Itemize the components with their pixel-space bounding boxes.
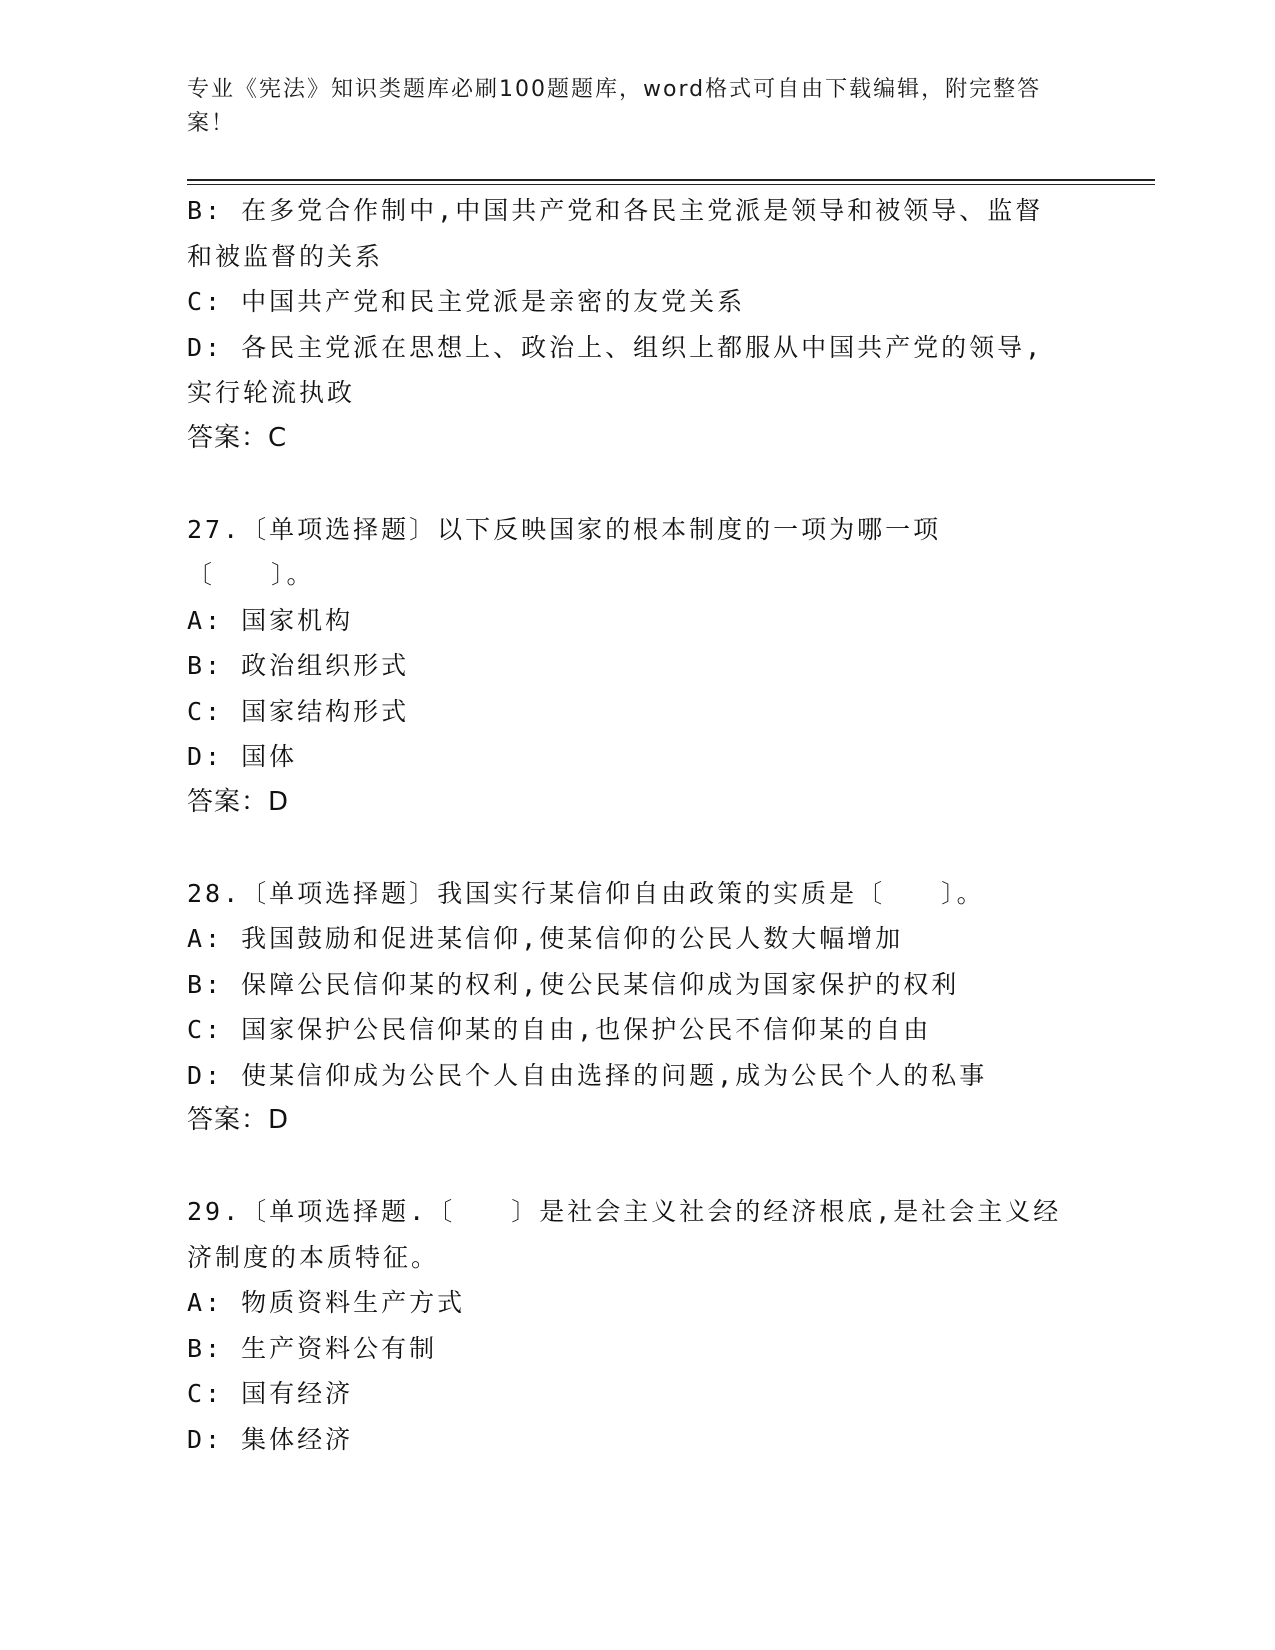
option-d: D: 国体 [187,742,298,771]
option-c: C: 国家保护公民信仰某的自由,也保护公民不信仰某的自由 [187,1015,932,1044]
answer: 答案：D [187,786,290,817]
option-d: D: 集体经济 [187,1424,354,1454]
document-body [187,188,1067,1462]
option-b: B: 生产资料公有制 [187,1333,438,1363]
spacer [187,1144,1067,1190]
answer: 答案：D [187,1105,290,1135]
answer: 答案：C [187,422,288,453]
option-c: C: 中国共产党和民主党派是亲密的友党关系 [187,287,746,316]
question-block-continued [187,188,1067,461]
option-b: B: 保障公民信仰某的权利,使公民某信仰成为国家保护的权利 [187,969,960,999]
option-d: D: 各民主党派在思想上、政治上、组织上都服从中国共产党的领导,实行轮流执政 [187,332,1044,407]
option-b: B: 在多党合作制中,中国共产党和各民主党派是领导和被领导、监督和被监督的关系 [187,196,1044,271]
option-c: C: 国有经济 [187,1379,354,1408]
question-text: 29.〔单项选择题.〔 〕是社会主义社会的经济根底,是社会主义经济制度的本质特征。 [187,1197,1062,1272]
option-b: B: 政治组织形式 [187,651,410,680]
option-a: A: 我国鼓励和促进某信仰,使某信仰的公民人数大幅增加 [187,924,904,953]
question-text: 27.〔单项选择题〕以下反映国家的根本制度的一项为哪一项〔 〕。 [187,514,942,589]
option-a: A: 国家机构 [187,605,354,635]
option-c: C: 国家结构形式 [187,696,410,726]
spacer [187,825,1067,871]
question-text: 28.〔单项选择题〕我国实行某信仰自由政策的实质是〔 〕。 [187,878,985,908]
spacer [187,461,1067,507]
header-rule-thin [187,184,1155,185]
question-block-29 [187,1189,1067,1462]
question-block-27 [187,507,1067,826]
header-rule-thick [187,179,1155,181]
option-d: D: 使某信仰成为公民个人自由选择的问题,成为公民个人的私事 [187,1060,988,1090]
page-header: 专业《宪法》知识类题库必刷100题题库，word格式可自由下载编辑，附完整答案！ [187,77,1042,136]
option-a: A: 物质资料生产方式 [187,1288,466,1317]
question-block-28 [187,871,1067,1144]
